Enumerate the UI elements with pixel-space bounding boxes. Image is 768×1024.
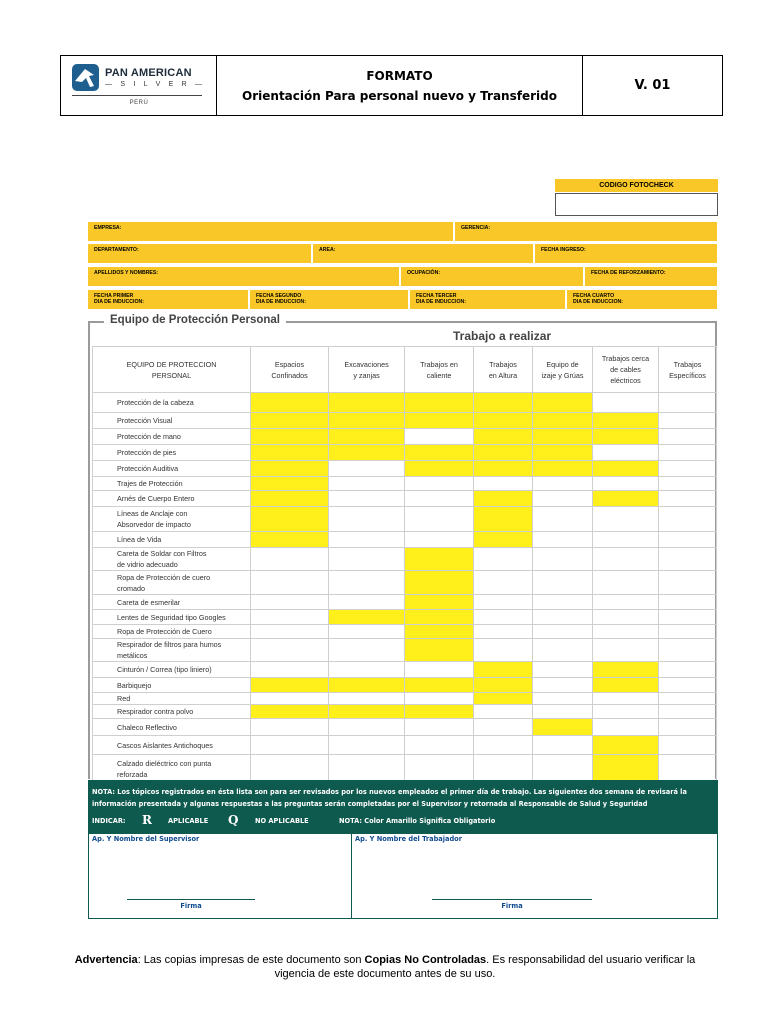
epp-cell-empty[interactable] xyxy=(329,477,405,491)
epp-cell-empty[interactable] xyxy=(659,532,717,548)
epp-cell-empty[interactable] xyxy=(474,610,533,625)
field-fecha-primer-dia[interactable]: FECHA PRIMER DIA DE INDUCCION: xyxy=(88,290,250,309)
col-header-trabajos-caliente: Trabajos en caliente xyxy=(405,347,474,393)
epp-item-label: Ropa de Protección de Cuero xyxy=(93,625,251,639)
epp-cell-empty[interactable] xyxy=(405,693,474,705)
epp-cell-required[interactable] xyxy=(593,413,659,429)
epp-cell-empty[interactable] xyxy=(405,507,474,532)
epp-cell-empty[interactable] xyxy=(533,678,593,693)
epp-cell-empty[interactable] xyxy=(474,625,533,639)
epp-cell-empty[interactable] xyxy=(659,610,717,625)
logo-name: PAN AMERICAN xyxy=(105,67,192,79)
field-gerencia[interactable]: GERENCIA: xyxy=(455,222,717,241)
epp-cell-empty[interactable] xyxy=(659,393,717,413)
footer-warning-bold: Copias No Controladas xyxy=(364,954,487,966)
epp-cell-required[interactable] xyxy=(405,413,474,429)
epp-cell-required[interactable] xyxy=(251,532,329,548)
epp-cell-empty[interactable] xyxy=(593,445,659,461)
epp-item-label: Protección Auditiva xyxy=(93,461,251,477)
epp-row-trajes-de-proteccion xyxy=(93,477,717,491)
epp-cell-empty[interactable] xyxy=(593,548,659,571)
epp-cell-empty[interactable] xyxy=(405,429,474,445)
epp-cell-empty[interactable] xyxy=(533,736,593,755)
note-text: NOTA: Los tópicos registrados en ésta lista son para ser revisados por los nuevos empleados el primer día de trabajo. Las siguientes dos semana de revisará la información presentada y algunas respuestas a las preguntas serán completadas por el Supervisor y retornada al Responsable de Salud y Seguridad xyxy=(92,788,687,808)
epp-cell-required[interactable] xyxy=(474,532,533,548)
epp-cell-required[interactable] xyxy=(405,595,474,610)
epp-cell-required[interactable] xyxy=(593,491,659,507)
epp-cell-empty[interactable] xyxy=(533,507,593,532)
field-ocupacion[interactable]: OCUPACIÓN: xyxy=(401,267,585,286)
epp-cell-required[interactable] xyxy=(593,678,659,693)
epp-cell-empty[interactable] xyxy=(251,625,329,639)
epp-cell-empty[interactable] xyxy=(533,693,593,705)
epp-cell-empty[interactable] xyxy=(533,571,593,595)
signature-box xyxy=(88,833,718,919)
epp-cell-empty[interactable] xyxy=(593,595,659,610)
epp-cell-empty[interactable] xyxy=(659,678,717,693)
epp-cell-empty[interactable] xyxy=(533,625,593,639)
epp-cell-required[interactable] xyxy=(593,736,659,755)
epp-row-proteccion-de-pies xyxy=(93,445,717,461)
supervisor-signature-line xyxy=(127,899,255,900)
epp-cell-empty[interactable] xyxy=(329,491,405,507)
epp-cell-empty[interactable] xyxy=(474,571,533,595)
epp-cell-empty[interactable] xyxy=(533,595,593,610)
epp-cell-required[interactable] xyxy=(405,610,474,625)
epp-cell-empty[interactable] xyxy=(251,662,329,678)
epp-cell-empty[interactable] xyxy=(474,705,533,719)
field-fecha-segundo-dia[interactable]: FECHA SEGUNDO DIA DE INDUCCION: xyxy=(250,290,410,309)
epp-cell-empty[interactable] xyxy=(593,477,659,491)
epp-cell-empty[interactable] xyxy=(533,548,593,571)
epp-cell-empty[interactable] xyxy=(474,736,533,755)
epp-cell-required[interactable] xyxy=(533,429,593,445)
codigo-fotocheck-field[interactable] xyxy=(555,193,718,216)
epp-item-label: Calzado dieléctrico con punta reforzada xyxy=(93,755,251,784)
trabajador-signature-cell[interactable] xyxy=(352,834,717,918)
epp-cell-required[interactable] xyxy=(474,491,533,507)
epp-cell-empty[interactable] xyxy=(593,719,659,736)
legend-no-aplicable: NO APLICABLE xyxy=(255,817,309,825)
epp-item-label: Chaleco Reflectivo xyxy=(93,719,251,736)
epp-cell-empty[interactable] xyxy=(329,736,405,755)
epp-row-respirador-contra-polvo xyxy=(93,705,717,719)
epp-cell-required[interactable] xyxy=(533,413,593,429)
epp-cell-empty[interactable] xyxy=(251,639,329,662)
epp-cell-empty[interactable] xyxy=(474,719,533,736)
col-header-trabajos-especificos: Trabajos Específicos xyxy=(659,347,717,393)
epp-row-cascos-aislantes-antichoques xyxy=(93,736,717,755)
epp-cell-empty[interactable] xyxy=(593,610,659,625)
epp-cell-required[interactable] xyxy=(251,461,329,477)
form-row-fechas-induccion xyxy=(88,290,717,309)
epp-cell-empty[interactable] xyxy=(659,595,717,610)
epp-cell-required[interactable] xyxy=(329,678,405,693)
epp-row-careta-de-soldar-con-filtros-de-vidrio-adecuado xyxy=(93,548,717,571)
epp-cell-empty[interactable] xyxy=(329,532,405,548)
epp-cell-required[interactable] xyxy=(251,678,329,693)
epp-cell-required[interactable] xyxy=(593,662,659,678)
epp-row-cinturon-correa-tipo-liniero xyxy=(93,662,717,678)
col-header-cables-electricos: Trabajos cerca de cables eléctricos xyxy=(593,347,659,393)
epp-cell-empty[interactable] xyxy=(593,532,659,548)
epp-cell-required[interactable] xyxy=(474,445,533,461)
epp-cell-empty[interactable] xyxy=(659,693,717,705)
epp-cell-empty[interactable] xyxy=(593,693,659,705)
form-row-empresa xyxy=(88,222,717,241)
epp-cell-empty[interactable] xyxy=(329,625,405,639)
col-header-espacios-confinados: Espacios Confinados xyxy=(251,347,329,393)
epp-cell-required[interactable] xyxy=(329,705,405,719)
trabajador-firma-label: Firma xyxy=(501,902,523,910)
legend-q-symbol: Q xyxy=(228,813,239,827)
epp-cell-empty[interactable] xyxy=(474,639,533,662)
epp-item-label: Careta de esmerilar xyxy=(93,595,251,610)
epp-cell-empty[interactable] xyxy=(329,507,405,532)
epp-cell-empty[interactable] xyxy=(659,413,717,429)
header-title-block xyxy=(217,56,583,115)
col-header-izaje-gruas: Equipo de izaje y Grúas xyxy=(533,347,593,393)
epp-item-label: Línea de Vida xyxy=(93,532,251,548)
epp-header-row xyxy=(93,347,717,393)
epp-cell-empty[interactable] xyxy=(659,507,717,532)
epp-cell-required[interactable] xyxy=(251,491,329,507)
supervisor-name-label: Ap. Y Nombre del Supervisor xyxy=(92,835,200,843)
col-header-trabajos-altura: Trabajos en Altura xyxy=(474,347,533,393)
epp-item-label: Protección de pies xyxy=(93,445,251,461)
epp-cell-empty[interactable] xyxy=(329,548,405,571)
epp-cell-required[interactable] xyxy=(474,693,533,705)
epp-cell-empty[interactable] xyxy=(329,571,405,595)
epp-cell-required[interactable] xyxy=(251,477,329,491)
epp-cell-required[interactable] xyxy=(329,429,405,445)
header-subtitle: Orientación Para personal nuevo y Transferido xyxy=(242,88,557,103)
epp-cell-empty[interactable] xyxy=(533,477,593,491)
epp-cell-required[interactable] xyxy=(251,507,329,532)
epp-cell-empty[interactable] xyxy=(659,548,717,571)
epp-cell-empty[interactable] xyxy=(251,610,329,625)
field-empresa[interactable]: EMPRESA: xyxy=(88,222,455,241)
epp-cell-required[interactable] xyxy=(405,445,474,461)
col-header-equipo: EQUIPO DE PROTECCION PERSONAL xyxy=(93,347,251,393)
footer-warning-label: Advertencia xyxy=(74,954,138,966)
epp-row-ropa-de-proteccion-de-cuero-cromado xyxy=(93,571,717,595)
field-apellidos-nombres[interactable]: APELLIDOS Y NOMBRES: xyxy=(88,267,401,286)
epp-cell-required[interactable] xyxy=(405,571,474,595)
epp-cell-required[interactable] xyxy=(533,445,593,461)
epp-cell-required[interactable] xyxy=(405,639,474,662)
trabajo-a-realizar-title: Trabajo a realizar xyxy=(453,329,552,343)
epp-cell-empty[interactable] xyxy=(593,571,659,595)
epp-cell-required[interactable] xyxy=(533,461,593,477)
epp-cell-empty[interactable] xyxy=(251,736,329,755)
epp-cell-empty[interactable] xyxy=(329,719,405,736)
epp-cell-empty[interactable] xyxy=(593,639,659,662)
epp-cell-empty[interactable] xyxy=(593,625,659,639)
epp-row-proteccion-de-mano xyxy=(93,429,717,445)
epp-row-linea-de-vida xyxy=(93,532,717,548)
epp-cell-required[interactable] xyxy=(474,461,533,477)
epp-cell-empty[interactable] xyxy=(593,507,659,532)
epp-cell-empty[interactable] xyxy=(659,662,717,678)
epp-cell-empty[interactable] xyxy=(405,532,474,548)
company-logo xyxy=(61,56,217,115)
epp-item-label: Red xyxy=(93,693,251,705)
epp-cell-empty[interactable] xyxy=(251,719,329,736)
field-departamento[interactable]: DEPARTAMENTO: xyxy=(88,244,313,263)
epp-cell-required[interactable] xyxy=(329,610,405,625)
epp-cell-required[interactable] xyxy=(329,393,405,413)
field-fecha-ingreso[interactable]: FECHA INGRESO: xyxy=(535,244,717,263)
legend-color-note: NOTA: Color Amarillo Significa Obligatorio xyxy=(339,817,496,825)
legend-indicar: INDICAR: xyxy=(92,817,126,825)
document-header xyxy=(60,55,723,116)
logo-divider xyxy=(72,95,202,96)
epp-cell-required[interactable] xyxy=(251,429,329,445)
epp-cell-empty[interactable] xyxy=(533,705,593,719)
epp-row-proteccion-de-la-cabeza xyxy=(93,393,717,413)
epp-cell-empty[interactable] xyxy=(251,548,329,571)
epp-cell-empty[interactable] xyxy=(533,639,593,662)
epp-cell-empty[interactable] xyxy=(593,393,659,413)
col-header-excavaciones: Excavaciones y zanjas xyxy=(329,347,405,393)
epp-row-ropa-de-proteccion-de-cuero xyxy=(93,625,717,639)
epp-cell-empty[interactable] xyxy=(659,705,717,719)
epp-cell-empty[interactable] xyxy=(659,719,717,736)
epp-cell-required[interactable] xyxy=(251,445,329,461)
epp-item-label: Lentes de Seguridad tipo Googles xyxy=(93,610,251,625)
epp-item-label: Careta de Soldar con Filtros de vidrio adecuado xyxy=(93,548,251,571)
epp-cell-required[interactable] xyxy=(533,719,593,736)
epp-cell-empty[interactable] xyxy=(533,662,593,678)
epp-item-label: Arnés de Cuerpo Entero xyxy=(93,491,251,507)
epp-cell-empty[interactable] xyxy=(593,705,659,719)
epp-cell-empty[interactable] xyxy=(251,595,329,610)
epp-cell-required[interactable] xyxy=(474,662,533,678)
epp-cell-empty[interactable] xyxy=(533,532,593,548)
epp-cell-empty[interactable] xyxy=(405,491,474,507)
epp-item-label: Respirador contra polvo xyxy=(93,705,251,719)
epp-cell-empty[interactable] xyxy=(329,595,405,610)
epp-cell-required[interactable] xyxy=(405,461,474,477)
epp-cell-required[interactable] xyxy=(474,678,533,693)
epp-item-label: Líneas de Anclaje con Absorvedor de impacto xyxy=(93,507,251,532)
epp-cell-empty[interactable] xyxy=(659,491,717,507)
epp-section-title: Equipo de Protección Personal xyxy=(104,314,286,326)
epp-row-respirador-de-filtros-para-humos-metalicos xyxy=(93,639,717,662)
epp-cell-empty[interactable] xyxy=(533,491,593,507)
epp-cell-empty[interactable] xyxy=(474,548,533,571)
epp-item-label: Barbiquejo xyxy=(93,678,251,693)
epp-cell-required[interactable] xyxy=(474,413,533,429)
form-row-departamento xyxy=(88,244,717,263)
epp-cell-required[interactable] xyxy=(474,429,533,445)
epp-cell-empty[interactable] xyxy=(659,429,717,445)
legend-aplicable: APLICABLE xyxy=(168,817,209,825)
codigo-fotocheck-label: CODIGO FOTOCHECK xyxy=(555,179,718,192)
epp-row-arnes-de-cuerpo-entero xyxy=(93,491,717,507)
epp-cell-required[interactable] xyxy=(329,445,405,461)
epp-cell-required[interactable] xyxy=(251,413,329,429)
epp-cell-required[interactable] xyxy=(474,507,533,532)
field-fecha-cuarto-dia[interactable]: FECHA CUARTO DIA DE INDUCCION: xyxy=(567,290,717,309)
epp-table xyxy=(92,346,717,784)
epp-cell-required[interactable] xyxy=(533,393,593,413)
field-area[interactable]: AREA: xyxy=(313,244,535,263)
epp-cell-required[interactable] xyxy=(251,393,329,413)
note-bar xyxy=(88,780,718,833)
epp-cell-empty[interactable] xyxy=(405,719,474,736)
trabajador-name-label: Ap. Y Nombre del Trabajador xyxy=(355,835,462,843)
epp-cell-empty[interactable] xyxy=(329,693,405,705)
epp-cell-required[interactable] xyxy=(405,705,474,719)
epp-item-label: Cascos Aislantes Antichoques xyxy=(93,736,251,755)
logo-country: PERÚ xyxy=(129,100,149,106)
epp-item-label: Ropa de Protección de cuero cromado xyxy=(93,571,251,595)
epp-cell-empty[interactable] xyxy=(405,477,474,491)
epp-cell-empty[interactable] xyxy=(329,639,405,662)
epp-cell-empty[interactable] xyxy=(474,595,533,610)
legend-r-symbol: R xyxy=(142,813,152,827)
epp-cell-required[interactable] xyxy=(329,413,405,429)
trabajador-signature-line xyxy=(432,899,592,900)
epp-cell-required[interactable] xyxy=(474,393,533,413)
epp-row-proteccion-visual xyxy=(93,413,717,429)
form-row-apellidos xyxy=(88,267,717,286)
epp-cell-empty[interactable] xyxy=(329,662,405,678)
epp-cell-empty[interactable] xyxy=(329,461,405,477)
epp-row-proteccion-auditiva xyxy=(93,461,717,477)
epp-cell-empty[interactable] xyxy=(659,445,717,461)
epp-item-label: Respirador de filtros para humos metálicos xyxy=(93,639,251,662)
epp-item-label: Protección Visual xyxy=(93,413,251,429)
epp-cell-required[interactable] xyxy=(593,461,659,477)
epp-cell-required[interactable] xyxy=(593,429,659,445)
field-fecha-reforzamiento[interactable]: FECHA DE REFORZAMIENTO: xyxy=(585,267,717,286)
header-title: FORMATO xyxy=(366,68,433,83)
epp-item-label: Protección de mano xyxy=(93,429,251,445)
epp-cell-empty[interactable] xyxy=(251,571,329,595)
logo-subtitle: — S I L V E R — xyxy=(105,81,206,88)
epp-cell-required[interactable] xyxy=(251,705,329,719)
footer-warning-text-2: . Es responsabilidad del usuario verificar la vigencia de este documento antes de su uso. xyxy=(274,954,696,980)
epp-cell-empty[interactable] xyxy=(474,477,533,491)
epp-cell-empty[interactable] xyxy=(659,736,717,755)
epp-cell-empty[interactable] xyxy=(659,477,717,491)
epp-row-lineas-de-anclaje-con-absorvedor-de-impacto xyxy=(93,507,717,532)
epp-item-label: Protección de la cabeza xyxy=(93,393,251,413)
supervisor-firma-label: Firma xyxy=(180,902,202,910)
epp-row-careta-de-esmerilar xyxy=(93,595,717,610)
epp-cell-required[interactable] xyxy=(405,393,474,413)
header-version: V. 01 xyxy=(634,78,671,93)
epp-cell-empty[interactable] xyxy=(659,625,717,639)
epp-cell-required[interactable] xyxy=(405,625,474,639)
epp-cell-empty[interactable] xyxy=(659,639,717,662)
footer-warning-text-1: : Las copias impresas de este documento son xyxy=(137,954,365,966)
epp-cell-empty[interactable] xyxy=(659,571,717,595)
epp-cell-empty[interactable] xyxy=(533,610,593,625)
footer-warning xyxy=(55,953,715,981)
epp-cell-empty[interactable] xyxy=(251,693,329,705)
epp-item-label: Cinturón / Correa (tipo liniero) xyxy=(93,662,251,678)
epp-row-red xyxy=(93,693,717,705)
pan-american-logo-icon xyxy=(72,64,99,91)
epp-row-barbiquejo xyxy=(93,678,717,693)
epp-row-lentes-de-seguridad-tipo-googles xyxy=(93,610,717,625)
epp-item-label: Trajes de Protección xyxy=(93,477,251,491)
epp-section-tick xyxy=(92,321,102,323)
epp-cell-empty[interactable] xyxy=(405,662,474,678)
field-fecha-tercer-dia[interactable]: FECHA TERCER DIA DE INDUCCION: xyxy=(410,290,567,309)
epp-cell-empty[interactable] xyxy=(405,736,474,755)
epp-cell-required[interactable] xyxy=(405,678,474,693)
supervisor-signature-cell[interactable] xyxy=(89,834,352,918)
epp-row-chaleco-reflectivo xyxy=(93,719,717,736)
epp-cell-empty[interactable] xyxy=(659,461,717,477)
epp-cell-required[interactable] xyxy=(405,548,474,571)
